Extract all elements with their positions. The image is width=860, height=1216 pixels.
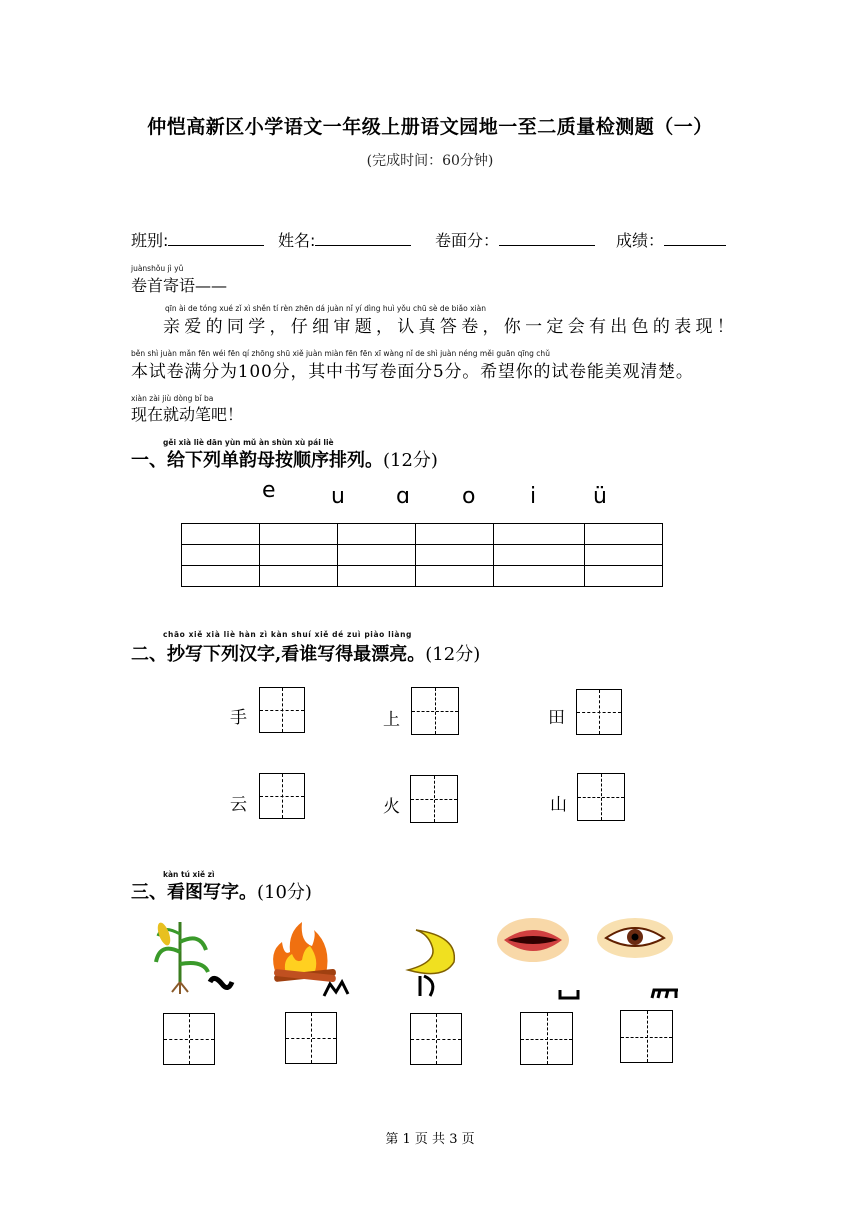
letter-u: u: [331, 484, 345, 509]
section2-pinyin: chāo xiě xià liè hàn zì kàn shuí xiě dé zuì piào liàng: [163, 630, 412, 639]
letter-a: ɑ: [396, 484, 410, 509]
grid-cell[interactable]: [416, 524, 494, 545]
section1-pinyin: gěi xià liè dān yùn mǔ àn shùn xù pái liè: [163, 438, 334, 447]
copy-char: 手: [230, 708, 247, 728]
grid-cell[interactable]: [338, 524, 416, 545]
grid-cell[interactable]: [338, 566, 416, 587]
grid-row: [182, 566, 663, 587]
section2-score: (12分): [425, 644, 481, 665]
grid-row: [182, 524, 663, 545]
class-label: 班别:: [131, 231, 169, 250]
grid-cell[interactable]: [494, 524, 585, 545]
intro-line3: 现在就动笔吧！: [131, 405, 244, 424]
picture-strip: [148, 912, 688, 1000]
letter-o: o: [462, 484, 476, 509]
writing-box[interactable]: [411, 687, 459, 735]
section3-title: 三、看图写字。: [131, 882, 257, 903]
mouth-icon: [497, 918, 569, 962]
name-label: 姓名:: [278, 231, 316, 250]
grid-cell[interactable]: [260, 524, 338, 545]
corn-plant-icon: [155, 921, 208, 994]
score-label: 成绩：: [616, 231, 665, 250]
picture-writing-box[interactable]: [620, 1010, 673, 1063]
stroke-hint: [560, 990, 578, 998]
stroke-hint: [324, 982, 348, 996]
picture-writing-box[interactable]: [410, 1013, 462, 1065]
section1-heading: [131, 446, 438, 472]
grid-cell[interactable]: [585, 545, 663, 566]
name-field[interactable]: [278, 228, 411, 251]
page-subtitle: (完成时间：60分钟): [366, 153, 494, 169]
writing-box[interactable]: [410, 775, 458, 823]
class-blank[interactable]: [168, 231, 264, 246]
grid-cell[interactable]: [260, 566, 338, 587]
writing-box[interactable]: [576, 689, 622, 735]
letter-v: ü: [593, 484, 607, 509]
copy-char: 上: [383, 710, 400, 730]
picture-writing-box[interactable]: [520, 1012, 573, 1065]
picture-writing-box[interactable]: [163, 1013, 215, 1065]
copy-char: 山: [550, 795, 567, 815]
intro-heading: 卷首寄语——: [131, 276, 228, 295]
section3-score: (10分): [257, 882, 312, 903]
neatness-blank[interactable]: [499, 231, 595, 246]
class-field[interactable]: [131, 228, 264, 251]
section3-pinyin: kàn tú xiě zì: [163, 870, 215, 879]
fire-icon: [273, 922, 336, 982]
grid-cell[interactable]: [585, 566, 663, 587]
letter-e: e: [262, 478, 276, 503]
page-title: 仲恺高新区小学语文一年级上册语文园地一至二质量检测题（一）: [147, 116, 713, 138]
intro-line3-pinyin: xiàn zài jiù dòng bǐ ba: [131, 394, 214, 403]
page-footer: 第 1 页 共 3 页: [385, 1132, 475, 1147]
grid-cell[interactable]: [260, 545, 338, 566]
copy-char: 田: [548, 708, 565, 728]
grid-cell[interactable]: [182, 545, 260, 566]
intro-line1: 亲爱的同学，仔细审题，认真答卷，你一定会有出色的表现！: [163, 317, 739, 337]
score-blank[interactable]: [664, 231, 726, 246]
name-blank[interactable]: [315, 231, 411, 246]
vowel-answer-grid: [181, 523, 663, 587]
grid-cell[interactable]: [416, 566, 494, 587]
section2-heading: [131, 640, 480, 666]
grid-cell[interactable]: [585, 524, 663, 545]
grid-cell[interactable]: [494, 545, 585, 566]
section3-heading: [131, 878, 312, 904]
eye-icon: [597, 918, 673, 958]
stroke-hint: [210, 978, 232, 987]
writing-box[interactable]: [577, 773, 625, 821]
grid-cell[interactable]: [338, 545, 416, 566]
writing-box[interactable]: [259, 687, 305, 733]
copy-char: 火: [383, 797, 400, 817]
section2-title: 二、抄写下列汉字,看谁写得最漂亮。: [131, 644, 426, 665]
grid-cell[interactable]: [416, 545, 494, 566]
intro-heading-pinyin: juànshǒu jì yǔ: [131, 264, 184, 273]
copy-char: 云: [230, 795, 247, 815]
neatness-field[interactable]: [435, 228, 595, 251]
stroke-hint: [652, 990, 678, 998]
picture-writing-box[interactable]: [285, 1012, 337, 1064]
letter-i: i: [530, 484, 537, 509]
neatness-label: 卷面分：: [435, 231, 500, 250]
score-field[interactable]: [616, 228, 726, 251]
intro-line1-pinyin: qīn ài de tóng xué zǐ xì shěn tí rèn zhēn dá juàn nǐ yí dìng huì yǒu chū sè de biǎo xiàn: [165, 304, 486, 313]
section1-title: 一、给下列单韵母按顺序排列。: [131, 450, 383, 471]
moon-icon: [408, 930, 454, 974]
grid-cell[interactable]: [494, 566, 585, 587]
section1-score: (12分): [383, 450, 438, 471]
grid-row: [182, 545, 663, 566]
grid-cell[interactable]: [182, 566, 260, 587]
intro-line2: 本试卷满分为100分，其中书写卷面分5分。希望你的试卷能美观清楚。: [131, 362, 694, 382]
intro-line2-pinyin: běn shì juàn mǎn fēn wéi fēn qí zhōng shū xiě juàn miàn fēn fēn xī wàng nǐ de shì juàn néng měi guān qīng chǔ: [131, 349, 550, 358]
grid-cell[interactable]: [182, 524, 260, 545]
writing-box[interactable]: [259, 773, 305, 819]
stroke-hint: [420, 976, 433, 996]
